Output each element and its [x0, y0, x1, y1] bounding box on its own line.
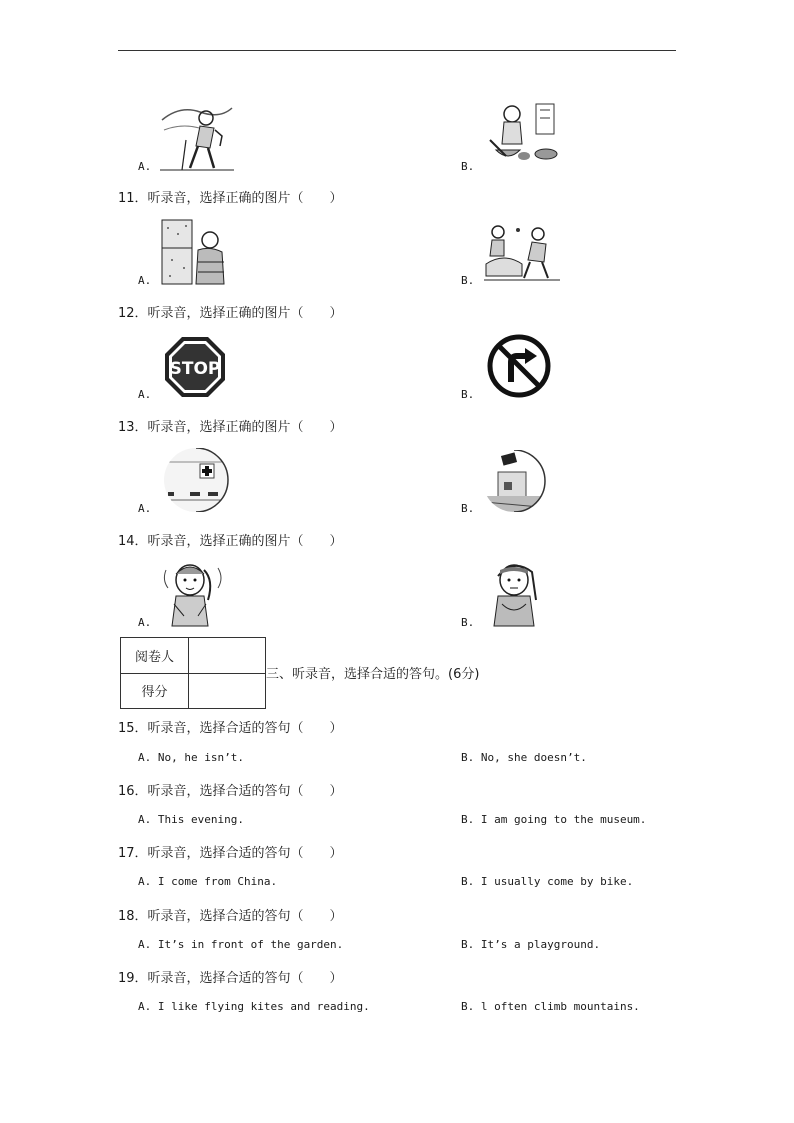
q11-picture-a-window-snow-icon[interactable] — [160, 218, 232, 286]
reviewer-label: 阅卷人 — [121, 638, 189, 674]
q18-option-a[interactable]: A. It’s in front of the garden. — [138, 938, 344, 951]
q18-option-b[interactable]: B. It’s a playground. — [461, 938, 601, 951]
q11-question: 11．听录音，选择正确的图片（ ） — [118, 191, 343, 206]
header-rule — [118, 50, 676, 51]
q14-question: 14．听录音，选择正确的图片（ ） — [118, 534, 343, 549]
q19-option-a[interactable]: A. I like flying kites and reading. — [138, 1000, 370, 1013]
q10-picture-b-cooking-icon[interactable] — [486, 100, 560, 168]
q17-option-a[interactable]: A. I come from China. — [138, 875, 278, 888]
score-table — [120, 637, 266, 709]
score-blank[interactable] — [189, 673, 266, 709]
q10-picture-a-hiker-icon[interactable] — [160, 100, 234, 172]
q15-option-b[interactable]: B. No, she doesn’t. — [461, 751, 587, 764]
q13-option-a-label[interactable]: A. — [138, 502, 152, 515]
q11-option-a-label[interactable]: A. — [138, 274, 152, 287]
q19-question: 19．听录音，选择合适的答句（ ） — [118, 971, 343, 986]
q12-option-a-label[interactable]: A. — [138, 388, 152, 401]
q16-option-b[interactable]: B. I am going to the museum. — [461, 813, 647, 826]
q17-question: 17．听录音，选择合适的答句（ ） — [118, 846, 343, 861]
stop-sign-text: STOP — [169, 359, 221, 379]
q17-option-b[interactable]: B. I usually come by bike. — [461, 875, 634, 888]
q14-option-b-label[interactable]: B. — [461, 616, 475, 629]
score-label: 得分 — [121, 673, 189, 709]
q13-picture-a-hospital-icon[interactable] — [160, 448, 232, 512]
q15-question: 15．听录音，选择合适的答句（ ） — [118, 721, 343, 736]
q13-question: 13．听录音，选择正确的图片（ ） — [118, 420, 343, 435]
q18-question: 18．听录音，选择合适的答句（ ） — [118, 909, 343, 924]
q13-option-b-label[interactable]: B. — [461, 502, 475, 515]
q11-picture-b-kids-playing-icon[interactable] — [484, 222, 560, 284]
q12-picture-a-stop-sign-icon[interactable] — [164, 336, 226, 398]
q13-picture-b-building-icon[interactable] — [484, 450, 550, 512]
q11-option-b-label[interactable]: B. — [461, 274, 475, 287]
q12-option-b-label[interactable]: B. — [461, 388, 475, 401]
q19-option-b[interactable]: B. l often climb mountains. — [461, 1000, 640, 1013]
q14-option-a-label[interactable]: A. — [138, 616, 152, 629]
section-three-title: 三、听录音，选择合适的答句。(6分) — [266, 667, 480, 682]
q12-question: 12．听录音，选择正确的图片（ ） — [118, 306, 343, 321]
q16-question: 16．听录音，选择合适的答句（ ） — [118, 784, 343, 799]
q10-option-b-label[interactable]: B. — [461, 160, 475, 173]
q16-option-a[interactable]: A. This evening. — [138, 813, 244, 826]
q15-option-a[interactable]: A. No, he isn’t. — [138, 751, 244, 764]
reviewer-blank[interactable] — [189, 638, 266, 674]
q12-picture-b-no-right-turn-icon[interactable] — [487, 334, 551, 398]
q14-picture-b-girl-cold-icon[interactable] — [484, 560, 550, 630]
q10-option-a-label[interactable]: A. — [138, 160, 152, 173]
q14-picture-a-girl-hot-icon[interactable] — [160, 560, 226, 630]
